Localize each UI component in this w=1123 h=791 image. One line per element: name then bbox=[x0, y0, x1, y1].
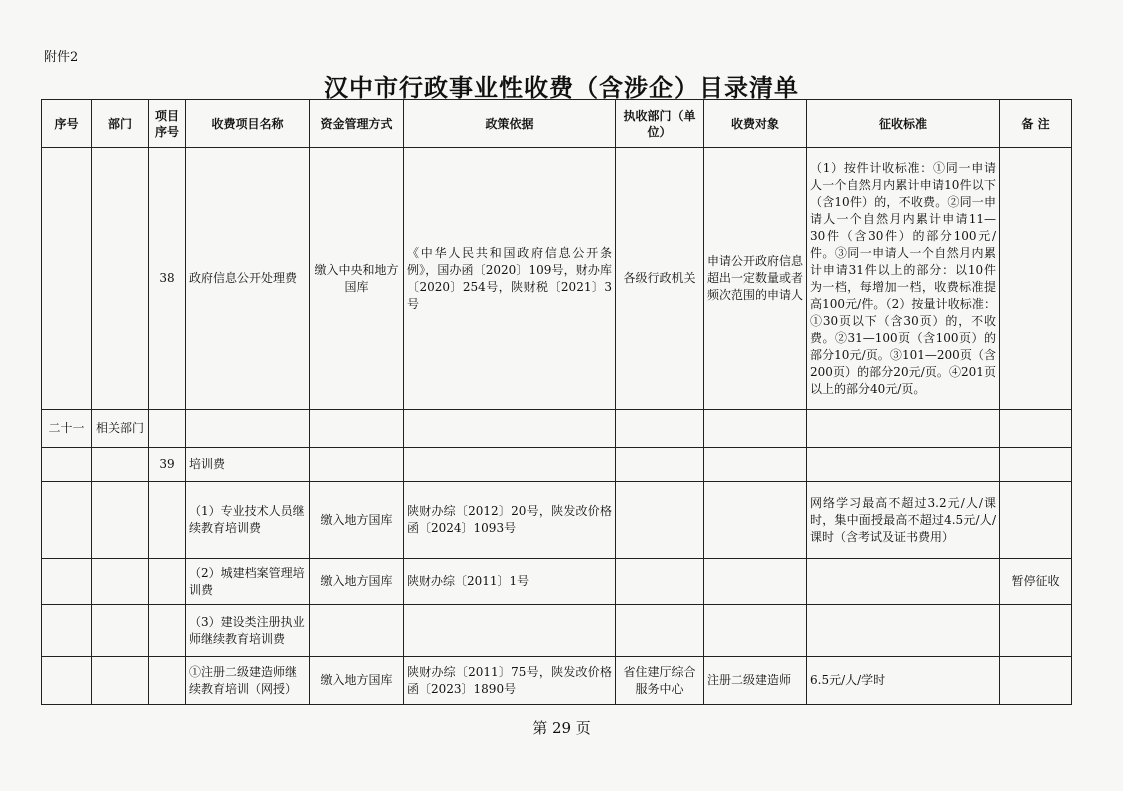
cell-executor bbox=[616, 482, 704, 559]
cell-remarks bbox=[1000, 410, 1072, 448]
header-executor: 执收部门（单位） bbox=[616, 100, 704, 148]
cell-seq bbox=[42, 148, 92, 410]
cell-item-no bbox=[149, 657, 186, 705]
header-policy: 政策依据 bbox=[404, 100, 616, 148]
cell-fund-mgmt bbox=[310, 605, 404, 657]
cell-payer bbox=[704, 605, 807, 657]
cell-policy: 陕财办综〔2011〕75号，陕发改价格函〔2023〕1890号 bbox=[404, 657, 616, 705]
cell-standard: 6.5元/人/学时 bbox=[807, 657, 1000, 705]
table-row bbox=[42, 605, 1072, 657]
cell-policy bbox=[404, 448, 616, 482]
table-row bbox=[42, 657, 1072, 705]
cell-item-name: 培训费 bbox=[186, 448, 310, 482]
table-row bbox=[42, 410, 1072, 448]
cell-item-name: ①注册二级建造师继续教育培训（网授） bbox=[186, 657, 310, 705]
cell-dept bbox=[92, 482, 149, 559]
cell-fund-mgmt: 缴入地方国库 bbox=[310, 482, 404, 559]
cell-standard bbox=[807, 605, 1000, 657]
document-title: 汉中市行政事业性收费（含涉企）目录清单 bbox=[324, 74, 799, 102]
cell-standard: （1）按件计收标准：①同一申请人一个自然月内累计申请10件以下（含10件）的，不收费。②同一申请人一个自然月内累计申请11—30件（含30件）的部分100元/件。③同一申请人一个自然月内累计申请31件以上的部分：以10件为一档，每增加一档，收费标准提高100元/件。（2）按量计收标准：①30页以下（含30页）的，不收费。②31—100页（含100页）的部分10元/页。③101—200页（含200页）的部分20元/页。④201页以上的部分40元/页。 bbox=[807, 148, 1000, 410]
cell-item-name: （2）城建档案管理培训费 bbox=[186, 559, 310, 605]
cell-fund-mgmt: 缴入地方国库 bbox=[310, 559, 404, 605]
cell-payer: 注册二级建造师 bbox=[704, 657, 807, 705]
table-row bbox=[42, 559, 1072, 605]
cell-fund-mgmt bbox=[310, 448, 404, 482]
cell-item-no bbox=[149, 410, 186, 448]
cell-item-name: （3）建设类注册执业师继续教育培训费 bbox=[186, 605, 310, 657]
cell-seq bbox=[42, 605, 92, 657]
cell-executor bbox=[616, 448, 704, 482]
cell-item-name: 政府信息公开处理费 bbox=[186, 148, 310, 410]
cell-remarks bbox=[1000, 605, 1072, 657]
cell-remarks bbox=[1000, 448, 1072, 482]
cell-standard: 网络学习最高不超过3.2元/人/课时，集中面授最高不超过4.5元/人/课时（含考试及证书费用） bbox=[807, 482, 1000, 559]
cell-item-no bbox=[149, 559, 186, 605]
cell-policy: 陕财办综〔2012〕20号，陕发改价格函〔2024〕1093号 bbox=[404, 482, 616, 559]
cell-dept: 相关部门 bbox=[92, 410, 149, 448]
header-item-no: 项目序号 bbox=[149, 100, 186, 148]
cell-seq: 二十一 bbox=[42, 410, 92, 448]
cell-item-no: 38 bbox=[149, 148, 186, 410]
cell-executor bbox=[616, 410, 704, 448]
cell-item-no bbox=[149, 482, 186, 559]
header-standard: 征收标准 bbox=[807, 100, 1000, 148]
page-number: 第 29 页 bbox=[532, 719, 591, 737]
cell-fund-mgmt bbox=[310, 410, 404, 448]
cell-executor bbox=[616, 605, 704, 657]
cell-seq bbox=[42, 559, 92, 605]
cell-remarks bbox=[1000, 657, 1072, 705]
header-remarks: 备 注 bbox=[1000, 100, 1072, 148]
header-payer: 收费对象 bbox=[704, 100, 807, 148]
cell-dept bbox=[92, 448, 149, 482]
cell-seq bbox=[42, 657, 92, 705]
cell-payer bbox=[704, 482, 807, 559]
cell-seq bbox=[42, 448, 92, 482]
cell-item-no: 39 bbox=[149, 448, 186, 482]
cell-remarks bbox=[1000, 148, 1072, 410]
table-header-row bbox=[42, 100, 1072, 148]
cell-executor: 各级行政机关 bbox=[616, 148, 704, 410]
cell-remarks bbox=[1000, 482, 1072, 559]
cell-item-name: （1）专业技术人员继续教育培训费 bbox=[186, 482, 310, 559]
cell-standard bbox=[807, 559, 1000, 605]
table-row bbox=[42, 482, 1072, 559]
cell-dept bbox=[92, 148, 149, 410]
cell-executor bbox=[616, 559, 704, 605]
cell-policy bbox=[404, 410, 616, 448]
header-fund-mgmt: 资金管理方式 bbox=[310, 100, 404, 148]
cell-standard bbox=[807, 410, 1000, 448]
cell-policy: 《中华人民共和国政府信息公开条例》，国办函〔2020〕109号，财办库〔2020〕254号，陕财税〔2021〕3号 bbox=[404, 148, 616, 410]
cell-item-no bbox=[149, 605, 186, 657]
header-dept: 部门 bbox=[92, 100, 149, 148]
header-item-name: 收费项目名称 bbox=[186, 100, 310, 148]
cell-remarks: 暂停征收 bbox=[1000, 559, 1072, 605]
cell-dept bbox=[92, 657, 149, 705]
cell-fund-mgmt: 缴入地方国库 bbox=[310, 657, 404, 705]
cell-dept bbox=[92, 559, 149, 605]
cell-payer bbox=[704, 448, 807, 482]
table-row bbox=[42, 448, 1072, 482]
cell-payer bbox=[704, 410, 807, 448]
cell-seq bbox=[42, 482, 92, 559]
cell-payer: 申请公开政府信息超出一定数量或者频次范围的申请人 bbox=[704, 148, 807, 410]
cell-executor: 省住建厅综合服务中心 bbox=[616, 657, 704, 705]
cell-payer bbox=[704, 559, 807, 605]
cell-policy bbox=[404, 605, 616, 657]
table-row bbox=[42, 148, 1072, 410]
cell-standard bbox=[807, 448, 1000, 482]
fee-catalog-table bbox=[41, 99, 1072, 705]
attachment-label: 附件2 bbox=[44, 50, 79, 65]
cell-fund-mgmt: 缴入中央和地方国库 bbox=[310, 148, 404, 410]
cell-dept bbox=[92, 605, 149, 657]
header-seq: 序号 bbox=[42, 100, 92, 148]
cell-policy: 陕财办综〔2011〕1号 bbox=[404, 559, 616, 605]
cell-item-name bbox=[186, 410, 310, 448]
